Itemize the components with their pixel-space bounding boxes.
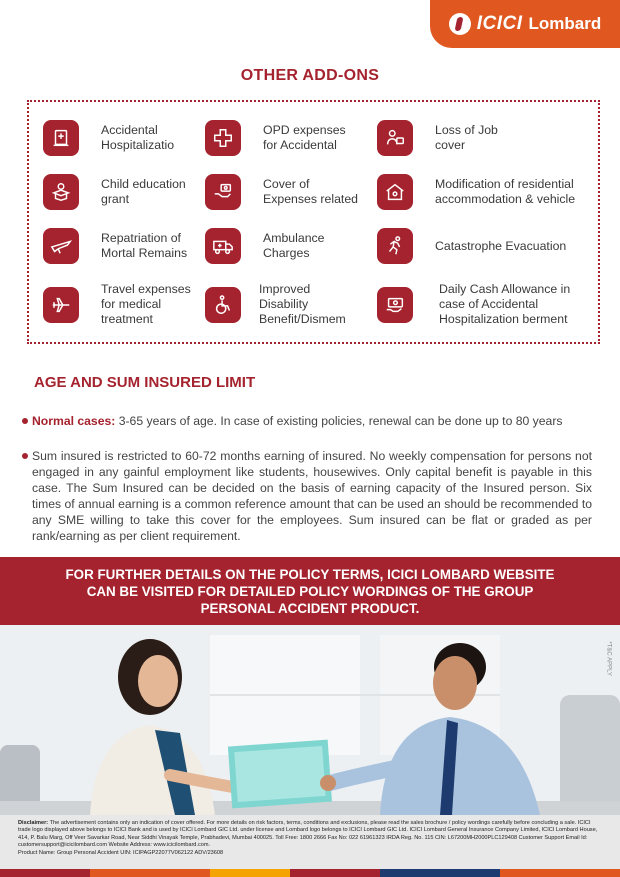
addon-label-line: Repatriation of [101, 231, 181, 245]
disclaimer-text: The advertisement contains only an indication of cover offered. For more details on risk factors, terms, conditions and exclusions, please read the sales brochure / policy wordings carefully before concluding a sale. ICICI trade logo displayed above belongs to ICICI Bank and is used by ICICI Lombard GIC Ltd. under license and Lombard logo belongs to ICICI Lombard GIC Ltd. ICICI Lombard General Insurance Company Limited, ICICI Lombard House, 414, P. Balu Marg, Off Veer Savarkar Road, Near Siddhi Vinayak Temple, Prabhadevi, Mumbai 400025. Toll Free: 1800 2666 Fax No: 022 61961323 IRDA Reg. No. 115 CIN: L67200MH2000PLC129408 Customer Support Email Id: customersupport@icicilombard.com Website Address: www.icicilombard.com. [18, 820, 598, 849]
bullet-dot [22, 418, 28, 424]
addon-label-line: accommodation & vehicle [435, 192, 576, 206]
banner-line: FOR FURTHER DETAILS ON THE POLICY TERMS, ICICI LOMBARD WEBSITE [65, 567, 555, 582]
banner-line: PERSONAL ACCIDENT PRODUCT. [200, 601, 420, 616]
hand-money-icon [205, 174, 241, 210]
running-person-icon [377, 228, 413, 264]
banner-line: CAN BE VISITED FOR DETAILED POLICY WORDINGS OF THE GROUP [86, 584, 534, 599]
addon-label-line: Modification of residential [435, 177, 574, 191]
ambulance-icon [205, 228, 241, 264]
addon-label-line: cover [435, 138, 466, 152]
addon-item [205, 228, 325, 264]
addon-label-line: Mortal Remains [101, 246, 188, 260]
addon-label-line: Loss of Job [435, 123, 498, 137]
job-loss-icon [377, 120, 413, 156]
footer-color-bar [0, 869, 620, 877]
cash-icon [377, 287, 413, 323]
icici-logo-mark-icon [449, 13, 471, 35]
addon-label-line: Child education [101, 177, 186, 191]
addon-label-line: Ambulance [263, 231, 325, 245]
addon-label-line: Expenses related [263, 192, 359, 206]
addon-label-line: for Accidental [263, 138, 337, 152]
airplane-icon [43, 228, 79, 264]
addon-item [377, 282, 570, 327]
addon-item [43, 174, 186, 210]
addon-item [377, 120, 498, 156]
advisor-client-photo [0, 625, 620, 815]
sum-insured-text: Sum insured is restricted to 60-72 months earning of insured. No weekly compensation for persons not engaged in any gainful employment like students, housewives. Only capital benefit is payable in this case. The Sum Insured can be decided on the basis of earning capacity of the Insured person. Six times of annual earning is a common reference amount that can be used an should be recommended to any SME willing to take this cover for the employees. Sum insured can be flat or graded as per rank/earning as per client requirement. [32, 449, 592, 543]
addon-item [43, 228, 187, 264]
addon-label-line: Hospitalizatio [101, 138, 175, 152]
addon-item [205, 174, 358, 210]
brand-logo [430, 0, 620, 48]
addon-item [205, 282, 346, 327]
hospital-bed-icon [43, 120, 79, 156]
addon-label-line: Hospitalization berment [439, 312, 568, 326]
addon-item [43, 120, 174, 156]
home-modification-icon [377, 174, 413, 210]
addon-label-line: OPD expenses [263, 123, 346, 137]
addons-box [27, 100, 600, 344]
sum-insured-bullet [22, 448, 592, 544]
addon-item [377, 174, 575, 210]
disclaimer-label: Disclaimer: [18, 820, 49, 826]
bullet-dot [22, 453, 28, 459]
product-name: Product Name: Group Personal Accident UIN: ICIPAGP22077V062122 ADV/23608 [18, 849, 224, 856]
addon-item [377, 228, 566, 264]
addon-label-line: Travel expenses [101, 282, 191, 296]
addon-label-line: Daily Cash Allowance in [439, 282, 571, 296]
medical-cross-icon [205, 120, 241, 156]
addon-label-line: case of Accidental [439, 297, 539, 311]
addon-label-line: grant [101, 192, 130, 206]
addon-label-line: Benefit/Dismem [259, 312, 346, 326]
addon-label-line: Catastrophe Evacuation [435, 238, 567, 253]
logo-text: ICICI [476, 13, 523, 34]
logo-sub: Lombard [528, 14, 602, 33]
addon-label-line: Accidental [101, 123, 158, 137]
age-section-title: AGE AND SUM INSURED LIMIT [34, 374, 256, 391]
policy-details-banner [0, 557, 620, 625]
addon-label-line: treatment [101, 312, 153, 326]
addon-item [205, 120, 346, 156]
addon-label-line: for medical [101, 297, 162, 311]
addon-label-line: Charges [263, 246, 310, 260]
disclaimer [0, 815, 620, 869]
travel-plane-icon [43, 287, 79, 323]
wheelchair-icon [205, 287, 241, 323]
addon-item [43, 282, 191, 327]
addon-label-line: Disability [259, 297, 309, 311]
normal-cases-text: 3-65 years of age. In case of existing policies, renewal can be done up to 80 years [115, 414, 563, 428]
addon-label-line: Improved [259, 282, 311, 296]
tc-apply-note: *T&C APPLY [606, 641, 612, 676]
addons-title: OTHER ADD-ONS [240, 67, 380, 84]
normal-cases-label: Normal cases: [32, 414, 116, 428]
education-icon [43, 174, 79, 210]
addon-label-line: Cover of [263, 177, 310, 191]
photo-illustration [0, 625, 620, 815]
normal-cases-bullet [22, 413, 592, 429]
